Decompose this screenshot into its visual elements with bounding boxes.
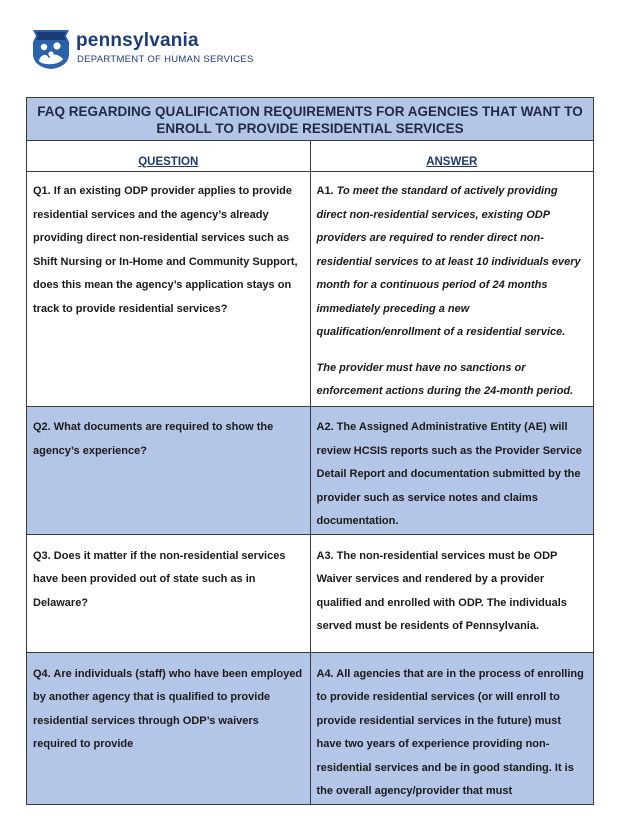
answer-cell xyxy=(310,652,594,804)
question-cell xyxy=(27,407,311,535)
table-row xyxy=(27,534,594,652)
keystone-family-icon xyxy=(30,28,72,70)
question-text: Q3. Does it matter if the non-residential services have been provided out of state such as in Delaware? xyxy=(33,549,286,609)
answer-body: To meet the standard of actively providing direct non-residential services, existing ODP providers are required to render direct non-residential services to at least 10 individuals every month for a continuous period of 24 months immediately preceding a new qualification/enrollment of a residential service. xyxy=(316,185,581,338)
dhs-logo xyxy=(30,28,350,70)
header-row xyxy=(27,141,594,172)
column-header-question: QUESTION xyxy=(27,141,311,172)
answer-text: A4. All agencies that are in the process of enrolling to provide residential services (or will enroll to provide residential services in the future) must have two years of experience providing non-residential services and be in good standing. It is the overall agency/provider that must xyxy=(316,667,584,797)
logo-department: DEPARTMENT OF HUMAN SERVICES xyxy=(77,54,254,65)
question-cell xyxy=(27,172,311,407)
answer-cell xyxy=(310,172,594,407)
answer-text: A3. The non-residential services must be ODP Waiver services and rendered by a provider qualified and enrolled with ODP. The individuals served must be residents of Pennsylvania. xyxy=(316,549,567,632)
title-row xyxy=(27,98,594,141)
answer-text xyxy=(317,180,588,345)
answer-label: A1. xyxy=(316,185,337,197)
answer-cell xyxy=(310,407,594,535)
answer-text-secondary: The provider must have no sanctions or enforcement actions during the 24-month period. xyxy=(316,361,574,397)
question-text: Q4. Are individuals (staff) who have been employed by another agency that is qualified to provide residential services through ODP’s waivers required to provide xyxy=(33,667,303,750)
faq-table xyxy=(26,97,594,805)
answer-cell xyxy=(310,534,594,652)
table-row xyxy=(27,652,594,804)
table-row xyxy=(27,407,594,535)
question-cell xyxy=(27,534,311,652)
table-title: FAQ REGARDING QUALIFICATION REQUIREMENTS FOR AGENCIES THAT WANT TO ENROLL TO PROVIDE RESIDENTIAL SERVICES xyxy=(27,98,594,141)
question-cell xyxy=(27,652,311,804)
table-row xyxy=(27,172,594,407)
column-header-answer: ANSWER xyxy=(310,141,594,172)
question-text: Q1. If an existing ODP provider applies to provide residential services and the agency’s already providing direct non-residential services such as Shift Nursing or In-Home and Community Support, does this mean the agency’s application stays on track to provide residential services? xyxy=(33,185,298,315)
answer-text: A2. The Assigned Administrative Entity (AE) will review HCSIS reports such as the Provider Service Detail Report and documentation submitted by the provider such as service notes and claims documentation. xyxy=(316,421,582,527)
logo-wordmark: pennsylvania xyxy=(76,30,199,51)
question-text: Q2. What documents are required to show the agency’s experience? xyxy=(33,421,274,457)
